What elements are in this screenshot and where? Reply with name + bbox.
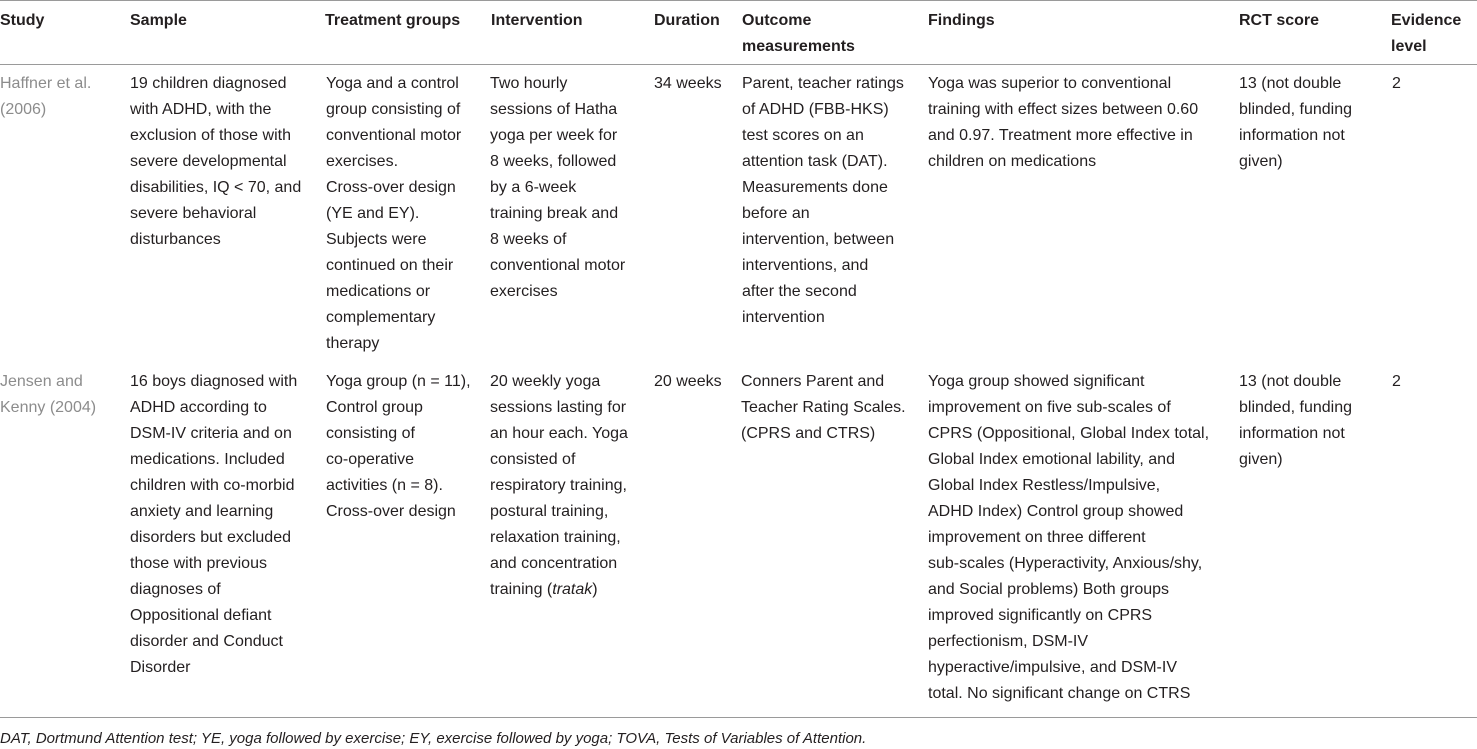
- header-treatment-groups: Treatment groups: [325, 12, 461, 29]
- cell-findings: Yoga was superior to conventional training with effect sizes between 0.60 and 0.97. Treatment more effective in children on medications: [928, 75, 1199, 170]
- cell-treatment-groups: Yoga and a control group consisting of conventional motor exercises. Cross-over design (YE and EY). Subjects were continued on their medications or complementary therapy: [326, 75, 462, 352]
- header-duration: Duration: [654, 12, 720, 29]
- cell-rct-score: 13 (not double blinded, funding information not given): [1239, 373, 1352, 468]
- header-outcome-measurements: Outcome measurements: [742, 12, 855, 55]
- cell-intervention: Two hourly sessions of Hatha yoga per week for 8 weeks, followed by a 6-week training break and 8 weeks of conventional motor exercises: [490, 75, 626, 300]
- header-study: Study: [0, 12, 45, 29]
- cell-sample: 16 boys diagnosed with ADHD according to DSM-IV criteria and on medications. Included children with co-morbid anxiety and learning disorders but excluded those with previous diagnoses of Oppositional defiant disorder and Conduct Disorder: [130, 373, 298, 676]
- cell-duration: 34 weeks: [654, 75, 722, 92]
- cell-duration: 20 weeks: [654, 373, 722, 390]
- cell-evidence-level: 2: [1392, 75, 1401, 92]
- cell-rct-score: 13 (not double blinded, funding information not given): [1239, 75, 1352, 170]
- header-bottom-rule: [0, 64, 1477, 65]
- table-footnote: DAT, Dortmund Attention test; YE, yoga followed by exercise; EY, exercise followed by yoga; TOVA, Tests of Variables of Attention.: [0, 730, 867, 747]
- cell-findings: Yoga group showed significant improvement on five sub-scales of CPRS (Oppositional, Global Index total, Global Index emotional lability, and Global Index Restless/Impulsive, ADHD Index) Control group showed improvement on three different sub-scales (Hyperactivity, Anxious/shy, and Social problems) Both groups improved significantly on CPRS perfectionism, DSM-IV hyperactive/impulsive, and DSM-IV total. No significant change on CTRS: [928, 373, 1210, 702]
- cell-intervention-end: ): [592, 581, 598, 598]
- header-sample: Sample: [130, 12, 187, 29]
- header-intervention: Intervention: [491, 12, 583, 29]
- cell-study: Haffner et al. (2006): [0, 75, 92, 118]
- cell-treatment-groups: Yoga group (n = 11), Control group consisting of co-operative activities (n = 8). Cross-over design: [326, 373, 471, 520]
- cell-evidence-level: 2: [1392, 373, 1401, 390]
- cell-intervention: [490, 369, 628, 603]
- header-findings: Findings: [928, 12, 995, 29]
- table-bottom-rule: [0, 717, 1477, 718]
- cell-outcome-measurements: Parent, teacher ratings of ADHD (FBB-HKS) test scores on an attention task (DAT). Measurements done before an intervention, between interventions, and after the second intervention: [742, 75, 904, 326]
- cell-intervention-text: 20 weekly yoga sessions lasting for an hour each. Yoga consisted of respiratory training, postural training, relaxation training, and concentration training (: [490, 373, 628, 598]
- header-evidence-level: Evidence level: [1391, 12, 1462, 55]
- cell-sample: 19 children diagnosed with ADHD, with the exclusion of those with severe developmental disabilities, IQ < 70, and severe behavioral disturbances: [130, 75, 302, 248]
- header-rct-score: RCT score: [1239, 12, 1320, 29]
- table-top-rule: [0, 0, 1477, 1]
- cell-study: Jensen and Kenny (2004): [0, 373, 97, 416]
- cell-intervention-italic: tratak: [552, 581, 593, 598]
- cell-outcome-measurements: Conners Parent and Teacher Rating Scales. (CPRS and CTRS): [741, 373, 906, 442]
